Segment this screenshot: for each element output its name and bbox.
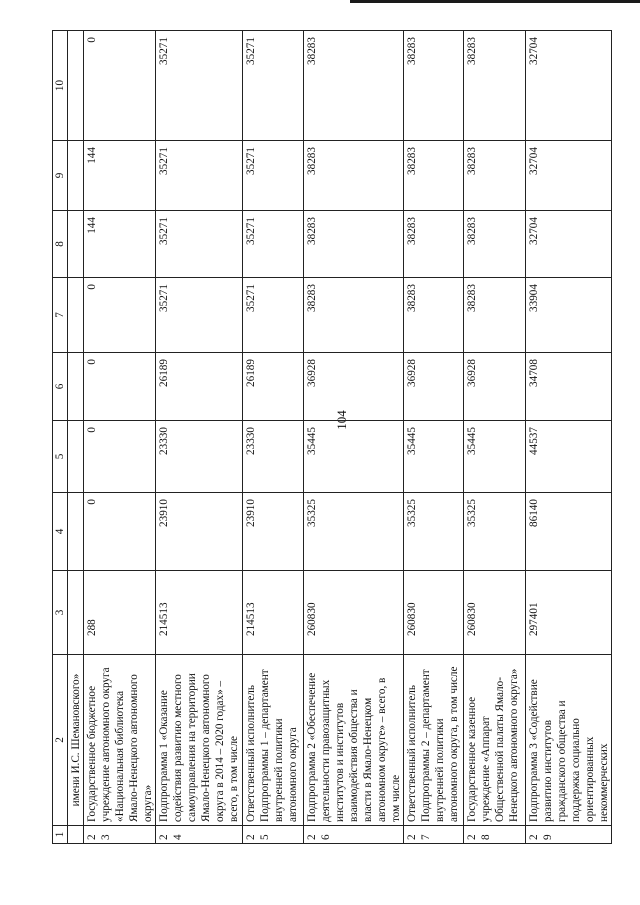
value-cell: 0 [84, 278, 156, 353]
value-cell: 86140 [526, 493, 612, 571]
value-cell: 38283 [404, 211, 464, 278]
value-cell [68, 278, 84, 353]
page-number: 104 [334, 410, 349, 430]
value-cell: 35325 [464, 493, 526, 571]
header-cell: 5 [53, 421, 68, 493]
value-cell: 35271 [156, 141, 243, 211]
value-cell: 260830 [464, 571, 526, 655]
value-cell [68, 141, 84, 211]
value-cell: 297401 [526, 571, 612, 655]
row-number-cell: 29 [526, 826, 612, 844]
value-cell: 0 [84, 31, 156, 141]
table-row [304, 31, 404, 844]
table-row [464, 31, 526, 844]
row-number-cell: 24 [156, 826, 243, 844]
value-cell: 38283 [404, 31, 464, 141]
table-row [526, 31, 612, 844]
row-name-cell: Государственное казенное учреждение «Аппарат Общественной палаты Ямало-Ненецкого автономного округа» [464, 655, 526, 826]
row-number-cell [68, 826, 84, 844]
header-cell: 1 [53, 826, 68, 844]
value-cell: 214513 [156, 571, 243, 655]
value-cell: 35271 [243, 211, 304, 278]
value-cell: 35325 [304, 493, 404, 571]
value-cell: 35271 [243, 278, 304, 353]
value-cell: 288 [84, 571, 156, 655]
header-cell: 6 [53, 353, 68, 421]
value-cell: 38283 [304, 31, 404, 141]
row-name-cell: Ответственный исполнитель Подпрограммы 1 – департамент внутренней политики автономного округа [243, 655, 304, 826]
value-cell: 23330 [243, 421, 304, 493]
value-cell: 23330 [156, 421, 243, 493]
header-cell: 8 [53, 211, 68, 278]
header-cell: 9 [53, 141, 68, 211]
value-cell: 260830 [304, 571, 404, 655]
rotated-table-frame [52, 31, 610, 844]
value-cell: 35445 [404, 421, 464, 493]
value-cell: 35271 [243, 31, 304, 141]
value-cell: 38283 [304, 278, 404, 353]
value-cell [68, 493, 84, 571]
value-cell [68, 421, 84, 493]
header-cell: 10 [53, 31, 68, 141]
header-cell: 3 [53, 571, 68, 655]
value-cell: 38283 [464, 31, 526, 141]
value-cell: 0 [84, 421, 156, 493]
table-row [404, 31, 464, 844]
row-name-cell: Подпрограмма 3 «Содействие развитию институтов гражданского общества и поддержка социально ориентированных некоммерческих [526, 655, 612, 826]
scan-edge-bar [350, 0, 640, 3]
value-cell: 36928 [464, 353, 526, 421]
header-cell: 7 [53, 278, 68, 353]
value-cell: 38283 [404, 278, 464, 353]
value-cell: 32704 [526, 31, 612, 141]
value-cell: 35325 [404, 493, 464, 571]
row-number-cell: 27 [404, 826, 464, 844]
row-number-cell: 23 [84, 826, 156, 844]
value-cell: 144 [84, 211, 156, 278]
table-row [84, 31, 156, 844]
value-cell: 35271 [156, 31, 243, 141]
value-cell: 144 [84, 141, 156, 211]
value-cell: 0 [84, 353, 156, 421]
value-cell [68, 211, 84, 278]
header-row [53, 31, 68, 844]
row-number-cell: 25 [243, 826, 304, 844]
value-cell: 35445 [304, 421, 404, 493]
row-number-cell: 28 [464, 826, 526, 844]
value-cell: 32704 [526, 141, 612, 211]
value-cell: 38283 [304, 141, 404, 211]
row-name-cell: Подпрограмма 1 «Оказание содействия развитию местного самоуправления на территории Ямало-Ненецкого автономного округа в 2014 – 2020 годах» – всего, в том числе [156, 655, 243, 826]
value-cell: 35271 [156, 278, 243, 353]
value-cell: 33904 [526, 278, 612, 353]
value-cell: 36928 [304, 353, 404, 421]
value-cell: 38283 [404, 141, 464, 211]
budget-table [52, 30, 612, 844]
row-name-cell: Подпрограмма 2 «Обеспечение деятельности правозащитных институтов и институтов взаимодействия общества и власти в Ямало-Ненецком автономном округе» – всего, в том числе [304, 655, 404, 826]
value-cell [68, 31, 84, 141]
value-cell: 26189 [156, 353, 243, 421]
value-cell: 23910 [156, 493, 243, 571]
value-cell: 35445 [464, 421, 526, 493]
value-cell: 38283 [464, 211, 526, 278]
value-cell: 34708 [526, 353, 612, 421]
row-name-cell: Ответственный исполнитель Подпрограммы 2 – департамент внутренней политики автономного округа, в том числе [404, 655, 464, 826]
header-cell: 4 [53, 493, 68, 571]
row-name-cell: Государственное бюджетное учреждение автономного округа «Национальная библиотека Ямало-Ненецкого автономного округа» [84, 655, 156, 826]
value-cell: 23910 [243, 493, 304, 571]
row-number-cell: 26 [304, 826, 404, 844]
value-cell: 26189 [243, 353, 304, 421]
value-cell [68, 353, 84, 421]
header-cell: 2 [53, 655, 68, 826]
value-cell: 44537 [526, 421, 612, 493]
value-cell: 214513 [243, 571, 304, 655]
value-cell: 35271 [243, 141, 304, 211]
value-cell: 32704 [526, 211, 612, 278]
value-cell: 38283 [464, 141, 526, 211]
value-cell: 38283 [464, 278, 526, 353]
value-cell: 0 [84, 493, 156, 571]
value-cell [68, 571, 84, 655]
value-cell: 35271 [156, 211, 243, 278]
value-cell: 38283 [304, 211, 404, 278]
table-row [243, 31, 304, 844]
continuation-row [68, 31, 84, 844]
value-cell: 36928 [404, 353, 464, 421]
value-cell: 260830 [404, 571, 464, 655]
budget-table-sheet [52, 31, 610, 844]
row-name-cell: имени И.С. Шемановского» [68, 655, 84, 826]
table-row [156, 31, 243, 844]
